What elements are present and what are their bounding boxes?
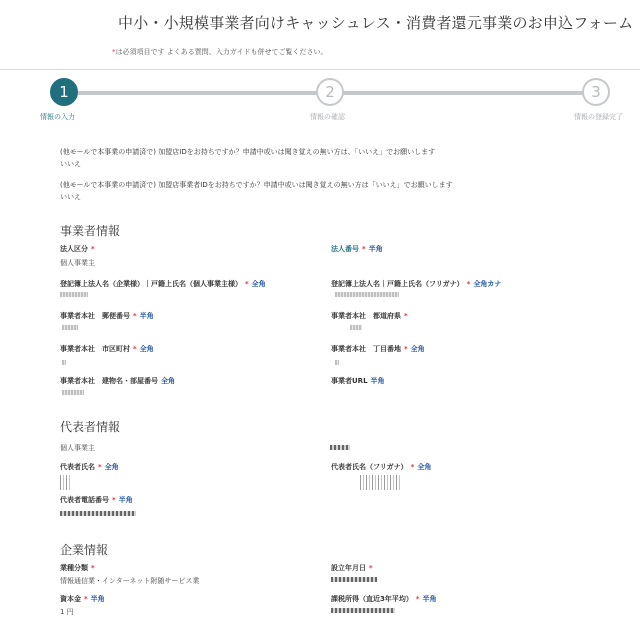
required-mark: * <box>112 48 116 56</box>
street-label: 事業者本社 丁目番地 * 全角 <box>331 345 425 353</box>
postal-value <box>62 325 78 330</box>
representative-name-kana-label: 代表者氏名（フリガナ） * 全角 <box>331 463 432 471</box>
required-note <box>112 47 328 57</box>
answer-store-id: いいえ <box>60 160 81 168</box>
reg-name-kana-value <box>335 292 399 297</box>
page-header <box>0 0 640 70</box>
representative-name-kana-value <box>360 475 402 490</box>
prefecture-value <box>350 325 362 330</box>
representative-misc-value <box>330 445 350 450</box>
capital-value: 1 円 <box>60 608 74 616</box>
step-line-1 <box>78 91 318 95</box>
representative-type-value: 個人事業主 <box>60 444 95 452</box>
postal-label: 事業者本社 郵便番号 * 半角 <box>60 312 154 320</box>
step-2-circle: 2 <box>316 78 344 106</box>
section-representative-title: 代表者情報 <box>60 420 121 434</box>
industry-value: 情報通信業・インターネット附随サービス業 <box>60 577 200 585</box>
building-label: 事業者本社 建物名・部屋番号 全角 <box>60 377 175 385</box>
answer-merchant-id: いいえ <box>60 193 81 201</box>
section-company-title: 企業情報 <box>60 543 109 557</box>
step-line-2 <box>342 91 584 95</box>
step-1-label: 情報の入力 <box>40 113 75 121</box>
corp-type-label: 法人区分 * <box>60 245 95 253</box>
corp-number-label: 法人番号 * 半角 <box>331 245 383 253</box>
reg-name-kana-label: 登記簿上法人名｜戸籍上氏名（フリガナ） * 全角カナ <box>331 280 502 288</box>
income-label: 課税所得（直近3年平均） * 半角 <box>331 595 437 603</box>
founded-label: 設立年月日 * <box>331 564 373 572</box>
prefecture-label: 事業者本社 都道府県 * <box>331 312 408 320</box>
step-1-circle: 1 <box>50 78 78 106</box>
reg-name-value <box>60 292 88 297</box>
building-value <box>62 390 84 395</box>
representative-name-value <box>60 475 72 490</box>
income-value <box>331 608 395 613</box>
city-value <box>62 360 66 365</box>
representative-name-label: 代表者氏名 * 全角 <box>60 463 119 471</box>
step-3-label: 情報の登録完了 <box>574 113 623 121</box>
url-label: 事業者URL 半角 <box>331 377 385 385</box>
street-value <box>335 360 339 365</box>
corp-type-value: 個人事業主 <box>60 259 95 267</box>
representative-phone-label: 代表者電話番号 * 半角 <box>60 496 133 504</box>
city-label: 事業者本社 市区町村 * 全角 <box>60 345 154 353</box>
reg-name-label: 登記簿上法人名（企業様）｜戸籍上氏名（個人事業主様） * 全角 <box>60 280 266 288</box>
capital-label: 資本金 * 半角 <box>60 595 105 603</box>
required-note-text: は必須項目です よくある質問、入力ガイドも併せてご覧ください。 <box>115 48 328 56</box>
page-title: 中小・小規模事業者向けキャッシュレス・消費者還元事業のお申込フォーム <box>118 14 634 32</box>
section-business-title: 事業者情報 <box>60 224 121 238</box>
representative-phone-value <box>60 511 136 516</box>
question-store-id: (他モールで本事業の申請済で) 加盟店IDをお持ちですか？申請中或いは聞き覚えの無い方は、「いいえ」でお願いします <box>60 148 436 156</box>
question-merchant-id: (他モールで本事業の申請済で) 加盟店事業者IDをお持ちですか？申請中或いは聞き覚えの無い方は「いいえ」でお願いします <box>60 181 453 189</box>
industry-label: 業種分類 * <box>60 564 95 572</box>
step-3-circle: 3 <box>582 78 610 106</box>
step-2-label: 情報の確認 <box>310 113 345 121</box>
founded-value <box>331 577 377 582</box>
